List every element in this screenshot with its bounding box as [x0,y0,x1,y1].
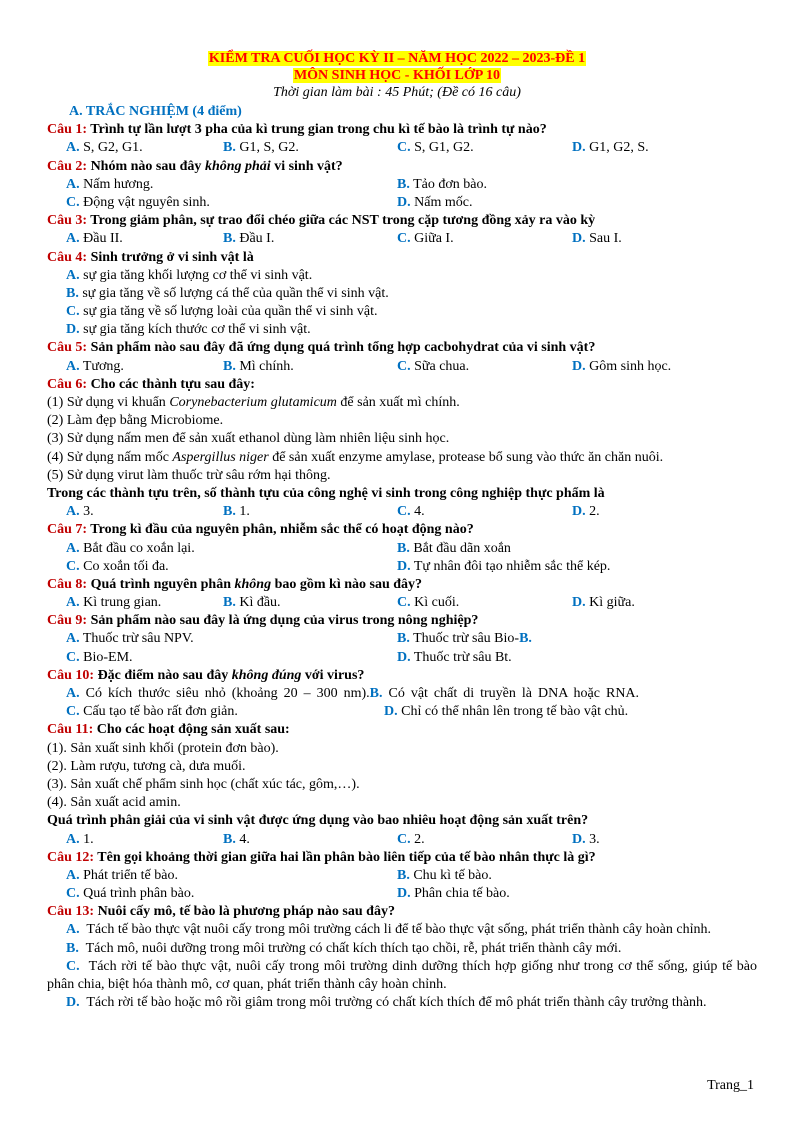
option-b: B. Thuốc trừ sâu Bio-B. [397,631,532,647]
question-5: Câu 5: Sản phẩm nào sau đây đã ứng dụng quá trình tổng hợp cacbohydrat của vi sinh vật? [47,340,596,356]
option-d: D. Chỉ có thể nhân lên trong tế bào vật chủ. [384,704,629,720]
list-item: (3) Sử dụng nấm men để sản xuất ethanol dùng làm nhiên liệu sinh học. [47,431,450,447]
section-a-heading: A. TRẮC NGHIỆM (4 điểm) [69,104,242,119]
question-6: Câu 6: Cho các thành tựu sau đây: [47,376,255,392]
option-d: D. Gôm sinh học. [572,358,672,374]
option-b: B. Đầu I. [223,231,275,247]
option-d: D. Phân chia tế bào. [397,886,510,902]
question-3-options [47,230,757,248]
option-d: D. G1, G2, S. [572,140,649,156]
option-d: D. Kì giữa. [572,595,635,611]
option-d: D. Sau I. [572,231,622,247]
question-10-options-row1 [47,685,757,703]
list-item: (2). Làm rượu, tương cà, dưa muối. [47,758,246,774]
option-c: C. 2. [397,831,425,847]
option-a: A. 1. [66,831,94,847]
question-4: Câu 4: Sinh trưởng ở vi sinh vật là [47,249,254,265]
option-b: B. sự gia tăng về số lượng cá thể của quần thể vi sinh vật. [66,285,389,301]
option-b: Có vật chất di truyền là DNA hoặc RNA. [388,686,640,701]
question-11: Câu 11: Cho các hoạt động sản xuất sau: [47,722,290,738]
option-a: A. Thuốc trừ sâu NPV. [66,631,194,647]
option-c: C. Bio-EM. [66,649,133,665]
option-a: A. Nấm hương. [66,176,154,192]
question-9-options-row1 [47,630,757,648]
question-5-options [47,358,757,376]
list-item: (1) Sử dụng vi khuẩn Corynebacterium glutamicum để sản xuất mì chính. [47,395,460,410]
option-c: C. S, G1, G2. [397,140,474,156]
option-d: D. sự gia tăng kích thước cơ thể vi sinh vật. [66,322,311,338]
option-a: A. Đầu II. [66,231,123,247]
option-b: B. G1, S, G2. [223,140,299,156]
question-13: Câu 13: Nuôi cấy mô, tế bào là phương pháp nào sau đây? [47,904,395,920]
question-2: Câu 2: Nhóm nào sau đây không phải vi sinh vật? [47,158,343,174]
option-b: B. Bắt đầu dãn xoắn [397,540,511,556]
exam-title: KIỂM TRA CUỐI HỌC KỲ II – NĂM HỌC 2022 – 2023-ĐỀ 1 [208,51,586,66]
option-b: B. 4. [223,831,250,847]
option-b: B. Tảo đơn bào. [397,176,487,192]
option-c: C. Động vật nguyên sinh. [66,194,210,210]
option-a: A. Tương. [66,358,124,374]
option-b: B. Mì chính. [223,358,294,374]
option-d: D. Tự nhân đôi tạo nhiễm sắc thể kép. [397,558,611,574]
option-b-letter: B. [369,686,383,701]
option-c: C. Tách rời tế bào thực vật, nuôi cấy trong môi trường dinh dưỡng thích hợp giống như trong cơ thể sống, giúp tế bào phân chia, biệt hóa thành mô, cơ quan, phát triển thành cây hoàn chỉnh. [47,958,758,993]
question-12-options-row2 [47,885,757,903]
question-11-prompt: Quá trình phân giải của vi sinh vật được ứng dụng vào bao nhiêu hoạt động sản xuất trên? [47,813,589,829]
question-3: Câu 3: Trong giảm phân, sự trao đổi chéo giữa các NST trong cặp tương đồng xảy ra vào kỳ [47,213,596,229]
option-b: B. Tách mô, nuôi dưỡng trong môi trường có chất kích thích tạo chồi, rễ, phát triển thành cây mới. [66,940,622,956]
option-a: A. Có kích thước siêu nhỏ (khoảng 20 – 300 nm).B. Có vật chất di truyền là DNA hoặc RNA. [66,686,640,701]
question-6-prompt: Trong các thành tựu trên, số thành tựu của công nghệ vi sinh trong công nghiệp thực phẩm là [47,485,605,501]
list-item: (2) Làm đẹp bằng Microbiome. [47,413,224,429]
option-c: C. 4. [397,504,425,520]
option-d: D. Nấm mốc. [397,194,473,210]
question-7: Câu 7: Trong kì đầu của nguyên phân, nhiễm sắc thể có hoạt động nào? [47,522,474,538]
exam-content [47,103,757,1012]
question-2-options-row1 [47,176,757,194]
option-b: B. 1. [223,504,250,520]
page-number: Trang_1 [707,1078,754,1093]
question-10: Câu 10: Đặc điểm nào sau đây không đúng với virus? [47,667,365,683]
exam-time: Thời gian làm bài : 45 Phút; (Đề có 16 câu) [273,85,521,100]
list-item: (3). Sản xuất chế phẩm sinh học (chất xúc tác, gôm,…). [47,776,360,792]
option-c: C. Quá trình phân bào. [66,886,195,902]
option-d: D. Tách rời tế bào hoặc mô rồi giâm trong môi trường có chất kích thích để mô phát triển thành cây trưởng thành. [66,995,707,1011]
list-item: (1). Sản xuất sinh khối (protein đơn bào). [47,740,279,756]
question-6-options [47,503,757,521]
list-item: (5) Sử dụng virut làm thuốc trừ sâu rớm hại thông. [47,467,331,483]
question-2-options-row2 [47,194,757,212]
option-c: C. Sữa chua. [397,358,470,374]
question-1 [47,121,757,139]
option-c: C. Giữa I. [397,231,454,247]
question-8-options [47,594,757,612]
option-c: C. Kì cuối. [397,595,460,611]
list-item: (4). Sản xuất acid amin. [47,795,181,811]
exam-subject: MÔN SINH HỌC - KHỐI LỚP 10 [293,68,501,83]
question-9: Câu 9: Sản phẩm nào sau đây là ứng dụng của virus trong nông nghiệp? [47,613,479,629]
question-number: Câu 1: [47,122,88,138]
question-8: Câu 8: Quá trình nguyên phân không bao gồm kì nào sau đây? [47,576,423,592]
option-a: A. S, G2, G1. [66,140,143,156]
option-b: B. Chu kì tế bào. [397,867,492,883]
question-text: Trình tự lần lượt 3 pha của kì trung gian trong chu kì tế bào là trình tự nào? [87,122,547,138]
option-a: A. Bắt đầu co xoắn lại. [66,540,195,556]
question-12-options-row1 [47,867,757,885]
option-a: A. 3. [66,504,94,520]
option-a: A. sự gia tăng khối lượng cơ thể vi sinh vật. [66,267,313,283]
list-item: (4) Sử dụng nấm mốc Aspergillus niger để sản xuất enzyme amylase, protease bổ sung vào thức ăn chăn nuôi. [47,449,664,465]
option-c: C. sự gia tăng về số lượng loài của quần thể vi sinh vật. [66,304,378,320]
option-a: A. Kì trung gian. [66,595,162,611]
option-d: D. Thuốc trừ sâu Bt. [397,649,512,665]
option-d: D. 2. [572,504,600,520]
question-12: Câu 12: Tên gọi khoảng thời gian giữa hai lần phân bào liên tiếp của tế bào nhân thực là gì? [47,849,596,865]
option-a: A. Phát triển tế bào. [66,867,178,883]
question-9-options-row2 [47,649,757,667]
option-a: A. Tách tế bào thực vật nuôi cấy trong môi trường cách li để tế bào thực vật sống, phát triển thành cây hoàn chỉnh. [66,922,711,938]
option-c: C. Cấu tạo tế bào rất đơn giản. [66,704,238,720]
question-7-options-row1 [47,540,757,558]
option-c: C. Co xoắn tối đa. [66,558,169,574]
option-b: B. Kì đầu. [223,595,281,611]
question-7-options-row2 [47,558,757,576]
question-11-options [47,831,757,849]
question-10-options-row2 [47,703,757,721]
question-1-options [47,139,757,157]
option-d: D. 3. [572,831,600,847]
